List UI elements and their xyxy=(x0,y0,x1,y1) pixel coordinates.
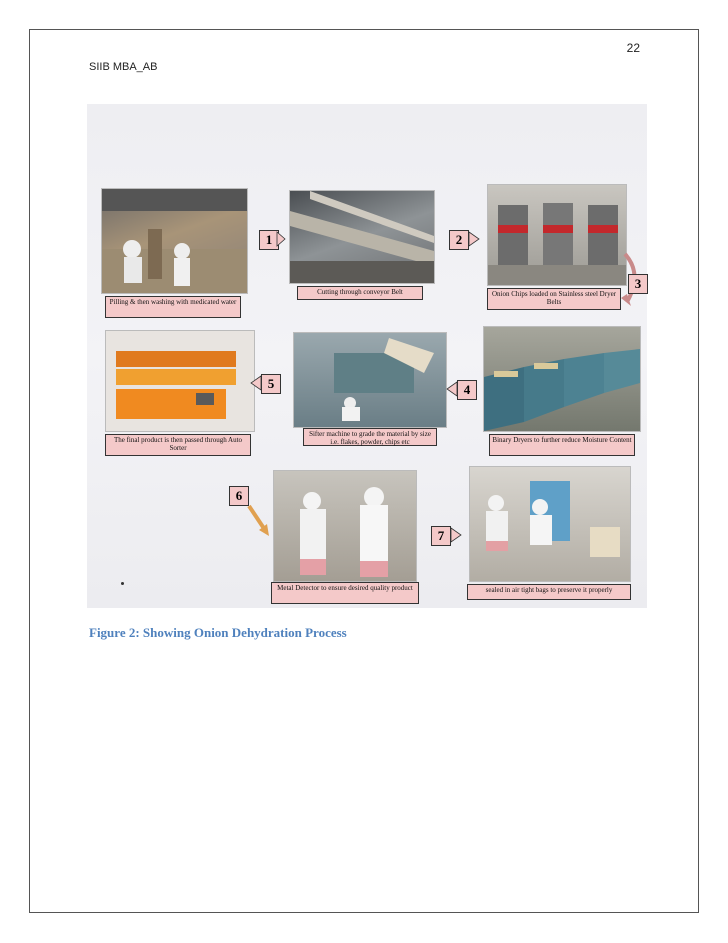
arrow-right-icon xyxy=(431,524,465,546)
photo-sifter-machine-image xyxy=(294,333,446,427)
photo-peeling-washing-image xyxy=(102,189,247,293)
figure-caption: Figure 2: Showing Onion Dehydration Process xyxy=(89,625,347,640)
step-7-number: 7 xyxy=(431,526,451,546)
page-number: 22 xyxy=(626,41,640,55)
photo-dryer-belts xyxy=(487,184,627,286)
photo-binary-dryers-image xyxy=(484,327,640,431)
step-4-label: Binary Dryers to further reduce Moisture Content xyxy=(489,434,635,456)
photo-conveyor-cutting xyxy=(289,190,435,284)
document-header: SIIB MBA_AB xyxy=(89,61,158,73)
step-2-number: 2 xyxy=(449,230,469,250)
step-1-label: Pilling & then washing with medicated water xyxy=(105,296,241,318)
photo-metal-detector-image xyxy=(274,471,416,581)
photo-auto-sorter-image xyxy=(106,331,254,431)
decorative-dot xyxy=(121,582,124,585)
photo-peeling-washing xyxy=(101,188,248,294)
photo-binary-dryers xyxy=(483,326,641,432)
photo-sealing-bags-image xyxy=(470,467,630,581)
photo-conveyor-cutting-image xyxy=(290,191,434,283)
arrow-right-icon xyxy=(259,228,289,250)
step-7-label: Metal Detector to ensure desired quality product xyxy=(271,582,419,604)
photo-auto-sorter xyxy=(105,330,255,432)
photo-metal-detector xyxy=(273,470,417,582)
step-4b-label: Sifter machine to grade the material by size i.e. flakes, powder, chips etc xyxy=(303,428,437,446)
step-4-number: 4 xyxy=(457,380,477,400)
process-figure xyxy=(87,104,647,608)
step-3-label: Onion Chips loaded on Stainless steel Dryer Belts xyxy=(487,288,621,310)
step-3-number: 3 xyxy=(628,274,648,294)
photo-sifter-machine xyxy=(293,332,447,428)
step-2-label: Cutting through conveyor Belt xyxy=(297,286,423,300)
arrow-down-right-icon xyxy=(247,504,273,538)
arrow-right-icon xyxy=(449,228,483,250)
photo-dryer-belts-image xyxy=(488,185,626,285)
step-1-number: 1 xyxy=(259,230,279,250)
step-8-label: sealed in air tight bags to preserve it properly xyxy=(467,584,631,600)
step-5-number: 5 xyxy=(261,374,281,394)
step-6-number: 6 xyxy=(229,486,249,506)
photo-sealing-bags xyxy=(469,466,631,582)
step-5-label: The final product is then passed through Auto Sorter xyxy=(105,434,251,456)
